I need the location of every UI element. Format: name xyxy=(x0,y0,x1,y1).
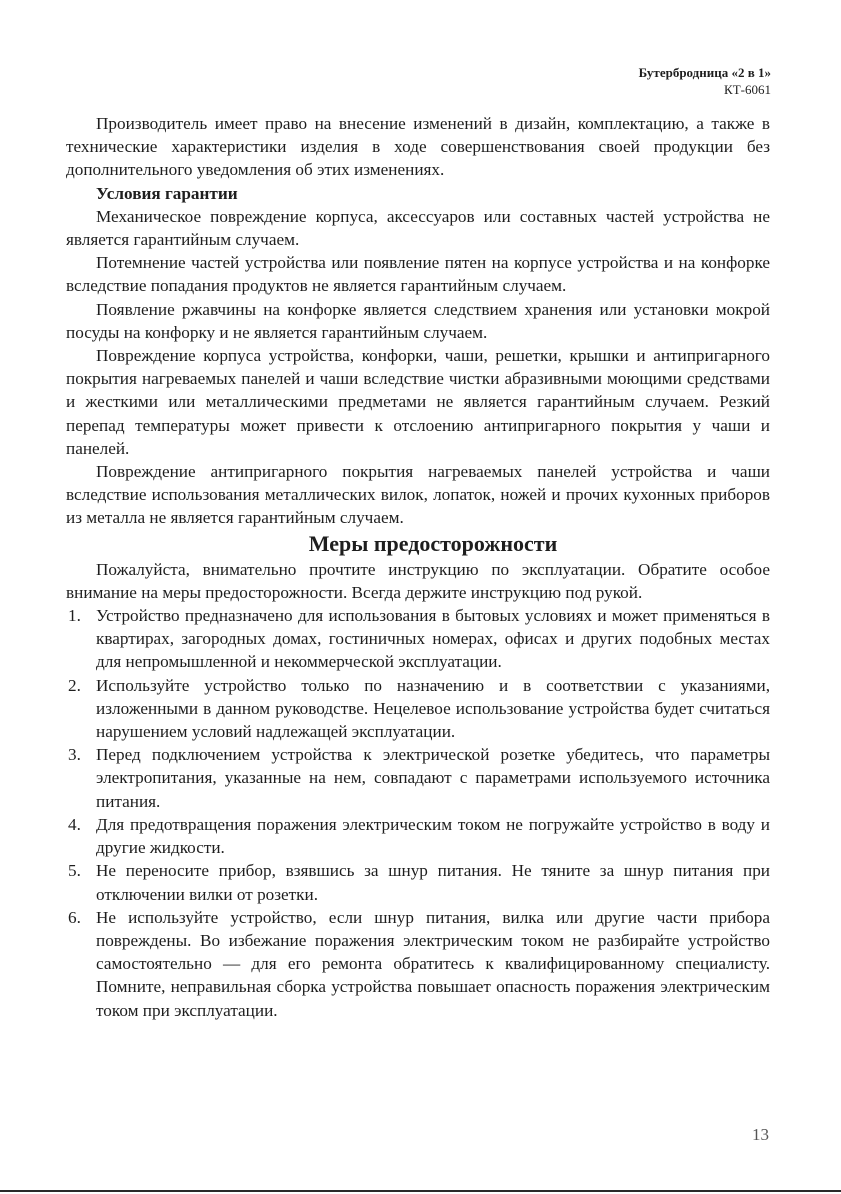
list-item xyxy=(66,813,770,859)
list-item-text: Перед подключением устройства к электрической розетке убедитесь, что параметры электропитания, указанные на нем, совпадают с параметрами используемого источника питания. xyxy=(96,745,770,811)
running-header xyxy=(639,64,771,98)
warranty-paragraph: Механическое повреждение корпуса, аксессуаров или составных частей устройства не является гарантийным случаем. xyxy=(66,206,770,250)
list-item xyxy=(66,674,770,744)
list-item-text: Не используйте устройство, если шнур питания, вилка или другие части прибора повреждены. Во избежание поражения электрическим током не разбирайте устройство самостоятельно — для его ремонта обратитесь к квалифицированному специалисту. Помните, неправильная сборка устройства повышает опасность поражения электрическим током при эксплуатации. xyxy=(96,907,770,1020)
page-content xyxy=(66,112,770,1022)
list-item xyxy=(66,743,770,813)
bottom-divider xyxy=(0,1190,841,1192)
warranty-paragraph: Появление ржавчины на конфорке является следствием хранения или установки мокрой посуды на конфорку и не является гарантийным случаем. xyxy=(66,299,770,342)
list-item-number: 2. xyxy=(68,675,81,695)
list-item-number: 3. xyxy=(68,745,81,765)
list-item-number: 1. xyxy=(68,606,81,626)
model-number: КТ-6061 xyxy=(724,82,771,97)
warranty-paragraph: Повреждение корпуса устройства, конфорки, чаши, решетки, крышки и антипригарного покрытия нагреваемых панелей и чаши вследствие чистки абразивными моющими средствами и жесткими или металлическими предметами не является гарантийным случаем. Резкий перепад температуры может привести к отслоению антипригарного покрытия у чаши и панелей. xyxy=(66,346,770,458)
warranty-heading: Условия гарантии xyxy=(96,183,238,203)
list-item xyxy=(66,604,770,674)
list-item xyxy=(66,906,770,1022)
list-item xyxy=(66,859,770,905)
list-item-text: Для предотвращения поражения электрическим током не погружайте устройство в воду и другие жидкости. xyxy=(96,814,770,858)
product-name: Бутербродница «2 в 1» xyxy=(638,65,771,80)
warranty-paragraph: Повреждение антипригарного покрытия нагреваемых панелей устройства и чаши вследствие использования металлических вилок, лопаток, ножей и прочих кухонных приборов из металла не является гарантийным случаем. xyxy=(66,462,770,528)
warranty-paragraph: Потемнение частей устройства или появление пятен на корпусе устройства и на конфорке вследствие попадания продуктов не является гарантийным случаем. xyxy=(66,253,770,296)
page-number: 13 xyxy=(752,1125,769,1144)
precautions-list xyxy=(66,604,770,1022)
list-item-text: Устройство предназначено для использования в бытовых условиях и может применяться в квартирах, загородных домах, гостиничных номерах, офисах и других подобных местах для непромышленной и некоммерческой эксплуатации. xyxy=(96,606,770,672)
list-item-number: 5. xyxy=(68,861,81,881)
intro-paragraph: Производитель имеет право на внесение изменений в дизайн, комплектацию, а также в технические характеристики изделия в ходе совершенствования своей продукции без дополнительного уведомления об этих изменениях. xyxy=(66,114,770,180)
list-item-number: 6. xyxy=(68,907,81,927)
list-item-number: 4. xyxy=(68,814,81,834)
list-item-text: Используйте устройство только по назначению и в соответствии с указаниями, изложенными в данном руководстве. Нецелевое использование устройства будет считаться нарушением условий надлежащей эксплуатации. xyxy=(96,675,770,742)
precautions-heading: Меры предосторожности xyxy=(308,530,558,556)
list-item-text: Не переносите прибор, взявшись за шнур питания. Не тяните за шнур питания при отключении вилки от розетки. xyxy=(96,861,770,904)
precautions-intro: Пожалуйста, внимательно прочтите инструкцию по эксплуатации. Обратите особое внимание на меры предосторожности. Всегда держите инструкцию под рукой. xyxy=(66,559,770,602)
